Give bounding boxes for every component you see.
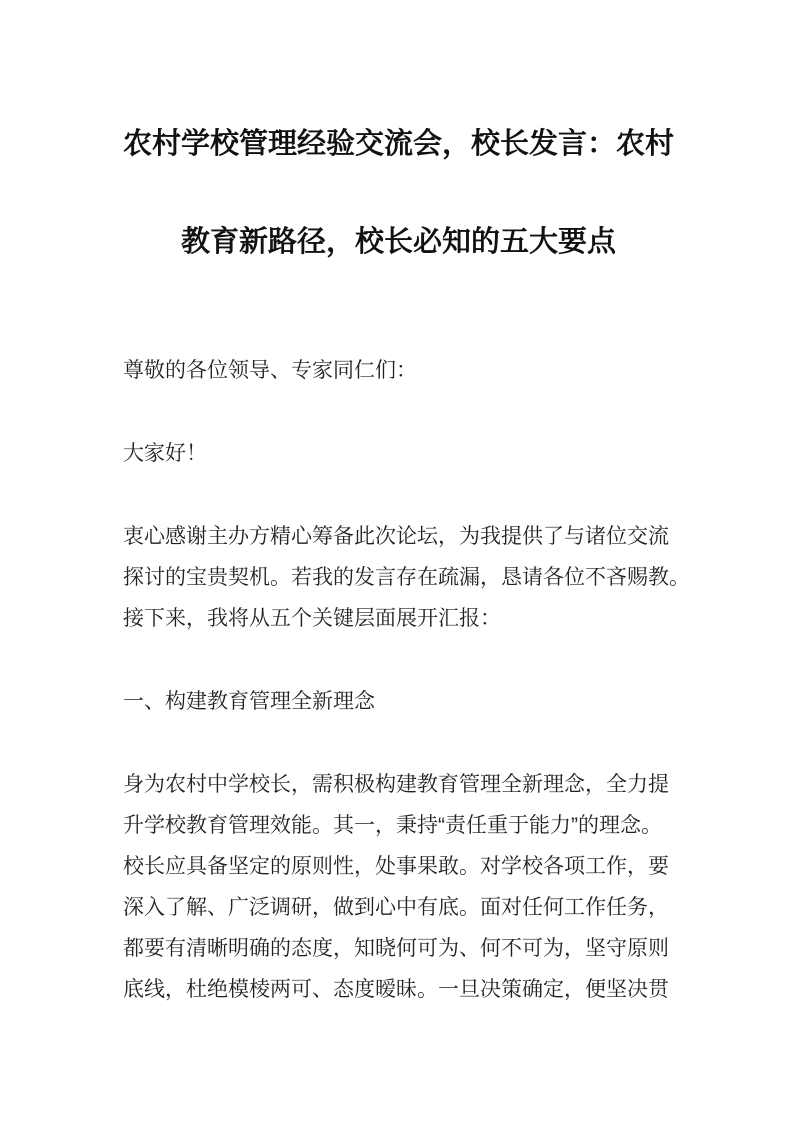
- title-line-2: 教育新路径，校长必知的五大要点: [180, 226, 616, 258]
- body-line: 底线，杜绝模棱两可、态度暧昧。一旦决策确定，便坚决贯: [123, 978, 669, 1001]
- intro-line: 衷心感谢主办方精心筹备此次论坛，为我提供了与诸位交流: [123, 525, 669, 548]
- section-heading-1-text: 一、构建教育管理全新理念: [123, 690, 375, 713]
- intro-line: 探讨的宝贵契机。若我的发言存在疏漏，恳请各位不吝赐教。: [123, 566, 690, 589]
- section-heading-1: [123, 681, 674, 722]
- title-line-1: 农村学校管理经验交流会，校长发言：农村: [123, 128, 675, 160]
- body-line: 校长应具备坚定的原则性，处事果敢。对学校各项工作，要: [123, 855, 669, 878]
- document-title: [123, 95, 674, 291]
- section1-paragraph: [123, 764, 674, 1010]
- body-line: 身为农村中学校长，需积极构建教育管理全新理念，全力提: [123, 773, 669, 796]
- intro-paragraph: [123, 516, 690, 639]
- salutation-text: 尊敬的各位领导、专家同仁们：: [123, 359, 417, 382]
- body-line: 升学校教育管理效能。其一，秉持“责任重于能力”的理念。: [123, 814, 662, 837]
- intro-line: 接下来，我将从五个关键层面展开汇报：: [123, 607, 501, 630]
- greeting-text: 大家好！: [123, 442, 207, 465]
- salutation-paragraph: [123, 350, 674, 391]
- body-line: 都要有清晰明确的态度，知晓何可为、何不可为，坚守原则: [123, 937, 669, 960]
- body-line: 深入了解、广泛调研，做到心中有底。面对任何工作任务，: [123, 896, 669, 919]
- greeting-paragraph: [123, 433, 674, 474]
